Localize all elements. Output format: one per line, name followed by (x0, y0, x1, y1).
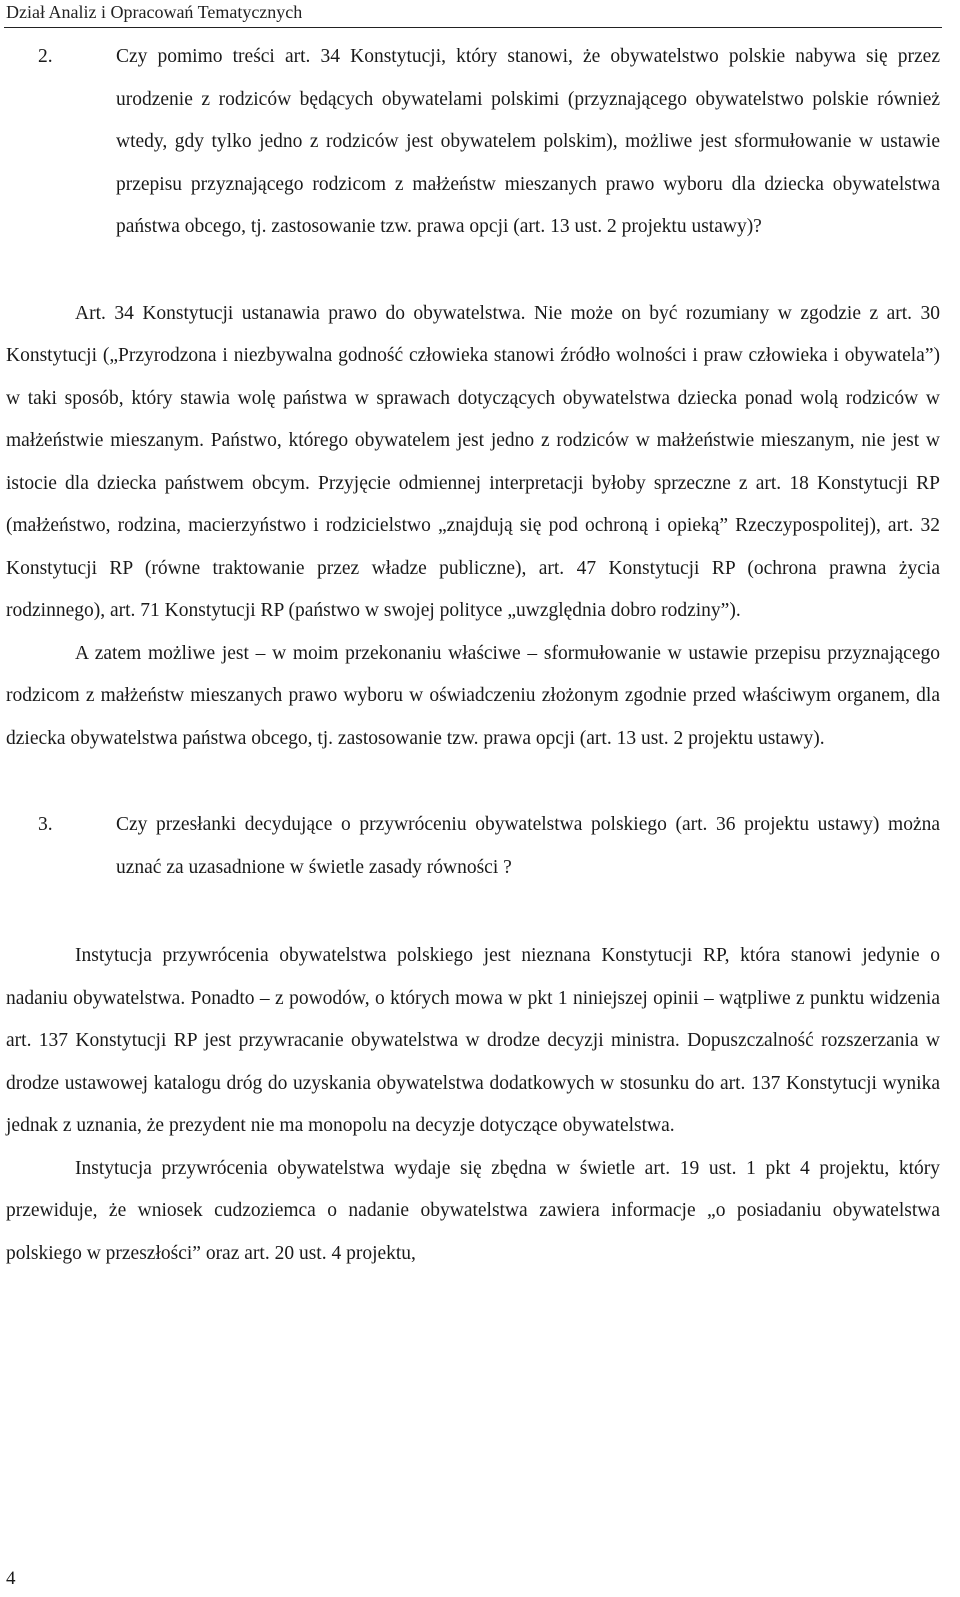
question-text: Czy pomimo treści art. 34 Konstytucji, który stanowi, że obywatelstwo polskie nabywa się przez urodzenie z rodziców będących obywatelami polskimi (przyznającego obywatelstwo polskie również wtedy, gdy tylko jedno z rodziców jest obywatelem polskim), możliwe jest sformułowanie w ustawie przepisu przyznającego rodzicom z małżeństw mieszanych prawo wyboru dla dziecka obywatelstwa państwa obcego, tj. zastosowanie tzw. prawa opcji (art. 13 ust. 2 projektu ustawy)? (116, 46, 940, 237)
header-divider (4, 27, 942, 28)
question-number: 3. (38, 814, 53, 835)
document-body (6, 36, 940, 1275)
answer-2-paragraph-2: A zatem możliwe jest – w moim przekonaniu właściwe – sformułowanie w ustawie przepisu przyznającego rodzicom z małżeństw mieszanych prawo wyboru w oświadczeniu złożonym zgodnie przed właściwym organem, dla dziecka obywatelstwa państwa obcego, tj. zastosowanie tzw. prawa opcji (art. 13 ust. 2 projektu ustawy). (6, 642, 940, 749)
question-text: Czy przesłanki decydujące o przywróceniu obywatelstwa polskiego (art. 36 projektu ustawy) można uznać za uzasadnione w świetle zasady równości ? (116, 814, 940, 878)
question-2 (6, 36, 940, 249)
answer-3-paragraph-1: Instytucja przywrócenia obywatelstwa polskiego jest nieznana Konstytucji RP, która stanowi jedynie o nadaniu obywatelstwa. Ponadto – z powodów, o których mowa w pkt 1 niniejszej opinii – wątpliwe z punktu widzenia art. 137 Konstytucji RP jest przywracanie obywatelstwa w drodze decyzji ministra. Dopuszczalność rozszerzania w drodze ustawowej katalogu dróg do uzyskania obywatelstwa dodatkowych w stosunku do art. 137 Konstytucji wynika jednak z uznania, że prezydent nie ma monopolu na decyzje dotyczące obywatelstwa. (6, 945, 940, 1136)
running-header: Dział Analiz i Opracowań Tematycznych (6, 2, 303, 22)
page-number: 4 (6, 1568, 16, 1589)
answer-2-paragraph-1: Art. 34 Konstytucji ustanawia prawo do obywatelstwa. Nie może on być rozumiany w zgodzie z art. 30 Konstytucji („Przyrodzona i niezbywalna godność człowieka stanowi źródło wolności i praw człowieka i obywatela”) w taki sposób, który stawia wolę państwa w sprawach dotyczących obywatelstwa dziecka ponad wolą rodziców w małżeństwie mieszanym. Państwo, którego obywatelem jest jedno z rodziców w małżeństwie mieszanym, nie jest w istocie dla dziecka państwem obcym. Przyjęcie odmiennej interpretacji byłoby sprzeczne z art. 18 Konstytucji RP (małżeństwo, rodzina, macierzyństwo i rodzicielstwo „znajdują się pod ochroną i opieką” Rzeczypospolitej), art. 32 Konstytucji RP (równe traktowanie przez władze publiczne), art. 47 Konstytucji RP (ochrona prawna życia rodzinnego), art. 71 Konstytucji RP (państwo w swojej polityce „uwzględnia dobro rodziny”). (6, 302, 940, 621)
spacer (6, 760, 940, 804)
spacer (6, 249, 940, 293)
spacer (6, 889, 940, 935)
question-3 (6, 804, 940, 889)
answer-3-paragraph-2: Instytucja przywrócenia obywatelstwa wydaje się zbędna w świetle art. 19 ust. 1 pkt 4 projektu, który przewiduje, że wniosek cudzoziemca o nadanie obywatelstwa zawiera informacje „o posiadaniu obywatelstwa polskiego w przeszłości” oraz art. 20 ust. 4 projektu, (6, 1157, 940, 1264)
question-number: 2. (38, 46, 53, 67)
